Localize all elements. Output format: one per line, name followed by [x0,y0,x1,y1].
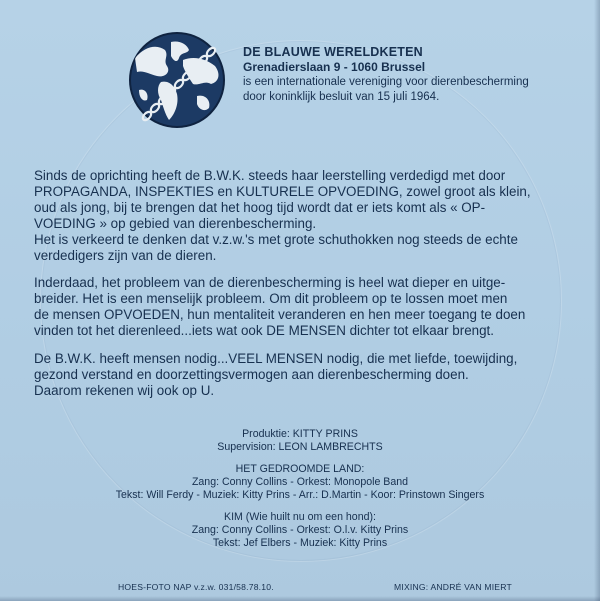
song-title: HET GEDROOMDE LAND: [235,463,365,475]
organization-description-line: door koninklijk besluit van 15 juli 1964. [243,91,440,103]
organization-header [243,45,583,105]
text-line: De B.W.K. heeft mensen nodig...VEEL MENSEN nodig, die met liefde, toewijding, [34,351,518,367]
text-line: Daarom rekenen wij ook op U. [34,382,215,398]
paragraph-1 [34,168,572,263]
body-text [34,168,572,399]
text-line: Inderdaad, het probleem van de dierenbescherming is heel wat dieper en uitge- [34,275,506,291]
sleeve-edge-shadow [594,0,600,601]
song-credit-line: Zang: Conny Collins - Orkest: O.l.v. Kitty Prins [191,524,409,536]
organization-description-line: is een internationale vereniging voor dierenbescherming [243,76,529,88]
text-line: VOEDING » op gebied van dierenbescherming. [34,215,317,231]
song-credit-line: Zang: Conny Collins - Orkest: Monopole Band [191,476,409,488]
spacer [0,502,600,511]
paragraph-3 [34,351,572,399]
organization-address: Grenadierslaan 9 - 1060 Brussel [243,60,426,74]
text-line: verdedigers zijn van de dieren. [34,247,217,263]
song-credit-line: Tekst: Jef Elbers - Muziek: Kitty Prins [212,537,388,549]
text-line: gezond verstand en doorzettingsvermogen aan dierenbescherming doen. [34,366,469,382]
footer-credits [118,582,558,592]
mixing-credit: MIXING: ANDRÉ VAN MIERT [394,582,512,592]
supervision-credit: Supervision: LEON LAMBRECHTS [217,441,383,453]
globe-with-chain-icon [127,30,227,130]
text-line: breider. Het is een menselijk probleem. Om dit probleem op te lossen moet men [34,291,508,307]
text-line: Sinds de oprichting heeft de B.W.K. steeds haar leerstelling verdedigd met door [34,168,506,183]
text-line: vinden tot het dierenleed...iets wat ook DE MENSEN dichter tot elkaar brengt. [34,323,494,339]
text-line: PROPAGANDA, INSPEKTIES en KULTURELE OPVOEDING, zowel groot als klein, [34,183,531,199]
text-line: Het is verkeerd te denken dat v.z.w.'s met grote schuthokken nog steeds de echte [34,231,518,247]
spacer [0,454,600,463]
song-credit-line: Tekst: Will Ferdy - Muziek: Kitty Prins - Arr.: D.Martin - Koor: Prinstown Singers [115,489,485,501]
sleeve-edge-shadow [0,596,600,601]
text-line: oud als jong, bij te brengen dat het hoog tijd wordt dat er iets komt als « OP- [34,199,486,215]
photo-credit: HOES-FOTO NAP v.z.w. 031/58.78.10. [118,582,274,592]
production-credit: Produktie: KITTY PRINS [242,428,358,440]
text-line: de mensen OPVOEDEN, hun mentaliteit veranderen en hen meer toegang te doen [34,307,526,323]
organization-name: DE BLAUWE WERELDKETEN [243,45,423,59]
paragraph-2 [34,275,572,339]
song-title: KIM (Wie huilt nu om een hond): [224,511,376,523]
credits-block [0,428,600,550]
